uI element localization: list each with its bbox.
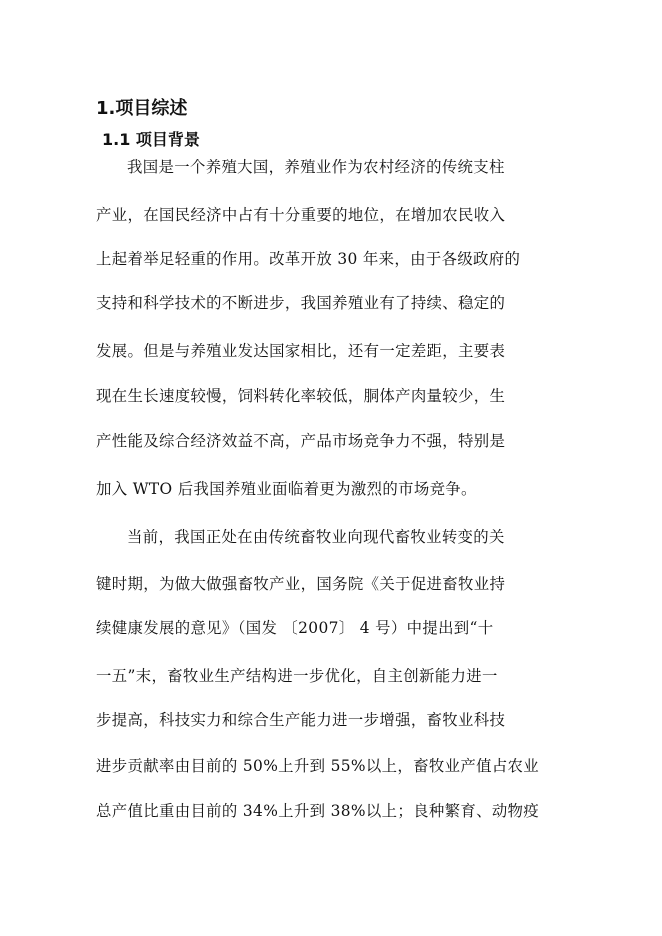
paragraph-line: 发展。但是与养殖业发达国家相比，还有一定差距，主要表	[96, 342, 506, 360]
paragraph-line: 当前，我国正处在由传统畜牧业向现代畜牧业转变的关	[127, 528, 505, 546]
paragraph-line: 我国是一个养殖大国，养殖业作为农村经济的传统支柱	[127, 158, 505, 176]
paragraph-line: 总产值比重由目前的 34%上升到 38%以上；良种繁育、动物疫	[96, 802, 540, 820]
paragraph-line: 键时期，为做大做强畜牧产业，国务院《关于促进畜牧业持	[96, 575, 506, 593]
paragraph-line: 一五”末，畜牧业生产结构进一步优化，自主创新能力进一	[96, 667, 498, 685]
paragraph-line: 上起着举足轻重的作用。改革开放 30 年来，由于各级政府的	[96, 250, 521, 268]
paragraph-line: 加入 WTO 后我国养殖业面临着更为激烈的市场竞争。	[96, 480, 477, 498]
paragraph-line: 产性能及综合经济效益不高，产品市场竞争力不强，特别是	[96, 432, 506, 450]
paragraph-line: 产业，在国民经济中占有十分重要的地位，在增加农民收入	[96, 206, 506, 224]
paragraph-line: 步提高，科技实力和综合生产能力进一步增强，畜牧业科技	[96, 711, 506, 729]
section-heading: 1.项目综述	[96, 98, 188, 119]
paragraph-line: 续健康发展的意见》（国发 〔2007〕 4 号）中提出到“十	[96, 619, 494, 637]
paragraph-line: 支持和科学技术的不断进步，我国养殖业有了持续、稳定的	[96, 294, 506, 312]
subsection-heading: 1.1 项目背景	[102, 130, 200, 149]
paragraph-line: 现在生长速度较慢，饲料转化率较低，胴体产肉量较少，生	[96, 387, 506, 405]
paragraph-line: 进步贡献率由目前的 50%上升到 55%以上，畜牧业产值占农业	[96, 757, 540, 775]
